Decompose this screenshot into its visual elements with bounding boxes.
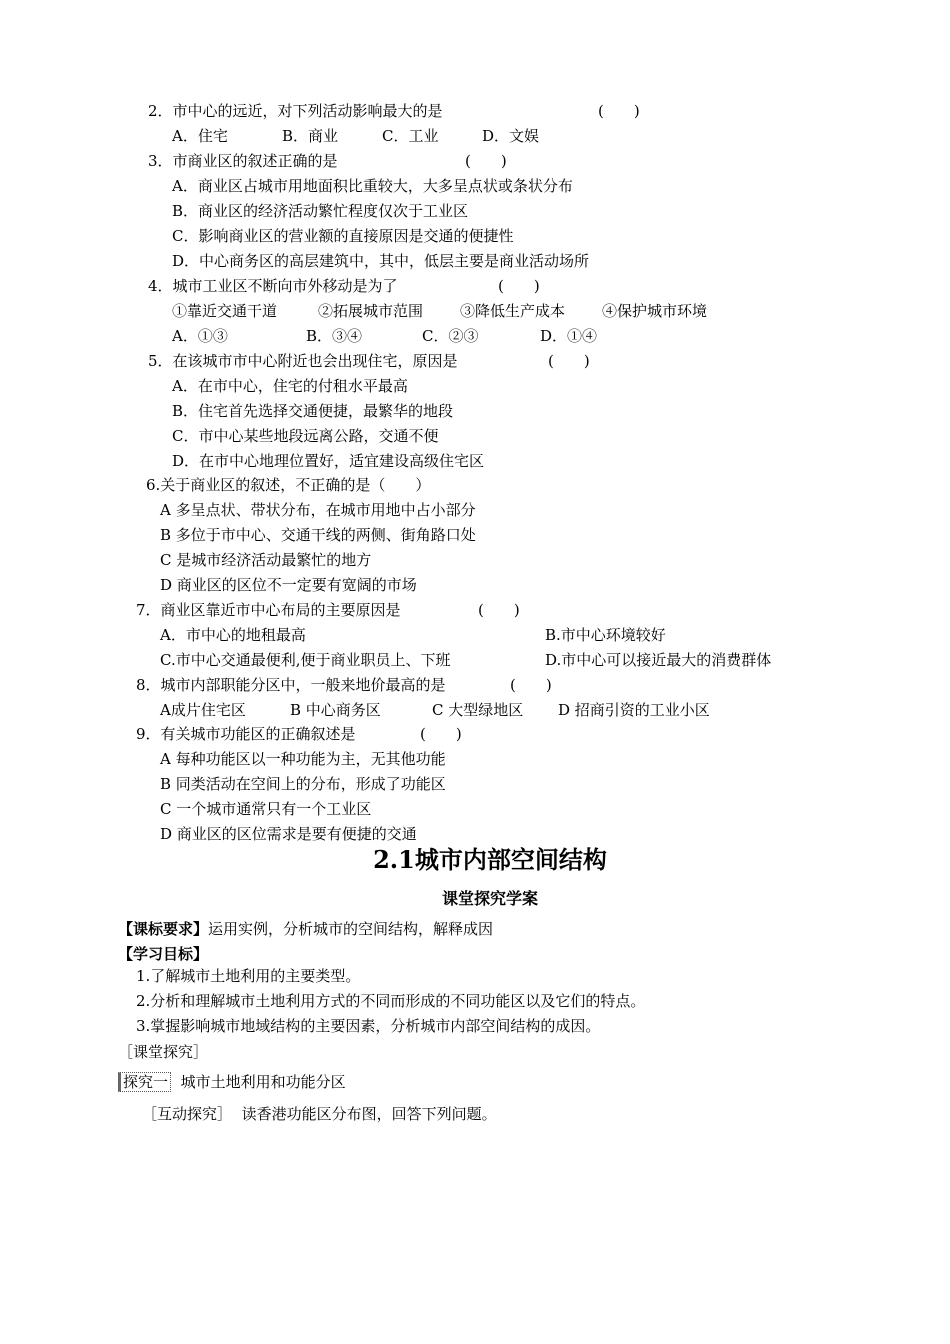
q6-option-a: A 多呈点状、带状分布，在城市用地中占小部分 [160,501,476,519]
q6-stem: 6.关于商业区的叙述，不正确的是（ ） [146,476,431,494]
q4-item-1: ①靠近交通干道 [172,302,278,320]
q4-item-4: ④保护城市环境 [602,302,708,320]
q2-answer-paren: ( ) [598,102,640,120]
explore1-tag: 探究一 [118,1072,171,1092]
q4-option-c: C．②③ [422,327,479,345]
q4-item-2: ②拓展城市范围 [318,302,424,320]
q4-answer-paren: ( ) [498,277,540,295]
q8-stem: 8．城市内部职能分区中，一般来地价最高的是 [136,676,446,694]
q7-option-a: A．市中心的地租最高 [160,626,306,644]
q6-option-d: D 商业区的区位不一定要有宽阔的市场 [160,576,417,594]
q5-option-c: C．市中心某些地段远离公路，交通不便 [172,427,439,445]
q4-option-d: D．①④ [540,327,598,345]
q7-option-b: B.市中心环境较好 [545,626,666,644]
q9-answer-paren: ( ) [420,725,462,743]
explore1-line [118,1072,346,1092]
section-title: 2.1城市内部空间结构 [373,845,607,874]
goal-2: 2.分析和理解城市土地利用方式的不同而形成的不同功能区以及它们的特点。 [136,992,646,1010]
goal-1: 1.了解城市土地利用的主要类型。 [136,967,361,985]
q8-option-b: B 中心商务区 [290,701,381,719]
q8-option-d: D 招商引资的工业小区 [558,701,710,719]
q3-option-a: A．商业区占城市用地面积比重较大，大多呈点状或条状分布 [172,177,573,195]
q3-answer-paren: ( ) [465,152,507,170]
section-subtitle: 课堂探究学案 [441,889,538,908]
q4-option-b: B．③④ [306,327,363,345]
q5-option-b: B．住宅首先选择交通便捷，最繁华的地段 [172,402,454,420]
goals-label: 【学习目标】 [118,945,209,963]
q6-option-b: B 多位于市中心、交通干线的两侧、街角路口处 [160,526,476,544]
q2-option-d: D．文娱 [482,127,540,145]
q5-stem: 5．在该城市市中心附近也会出现住宅，原因是 [148,352,458,370]
explore-label: ［课堂探究］ [118,1043,209,1061]
q9-stem: 9．有关城市功能区的正确叙述是 [136,725,356,743]
q2-option-b: B．商业 [282,127,339,145]
q7-answer-paren: ( ) [478,601,520,619]
interactive-text: 读香港功能区分布图，回答下列问题。 [241,1105,497,1123]
q2-stem: 2．市中心的远近，对下列活动影响最大的是 [148,102,443,120]
q5-answer-paren: ( ) [548,352,590,370]
q5-option-a: A．在市中心，住宅的付租水平最高 [172,377,408,395]
q9-option-b: B 同类活动在空间上的分布，形成了功能区 [160,775,446,793]
q7-option-d: D.市中心可以接近最大的消费群体 [545,651,772,669]
q5-option-d: D．在市中心地理位置好，适宜建设高级住宅区 [172,452,485,470]
standard-text: 运用实例，分析城市的空间结构，解释成因 [208,920,494,938]
q7-option-c: C.市中心交通最便利,便于商业职员上、下班 [160,651,451,669]
q8-option-c: C 大型绿地区 [432,701,524,719]
standard-label: 【课标要求】 [118,920,209,938]
explore1-title: 城市土地利用和功能分区 [180,1073,346,1091]
q8-answer-paren: ( ) [510,676,552,694]
q4-stem: 4．城市工业区不断向市外移动是为了 [148,277,398,295]
q7-stem: 7．商业区靠近市中心布局的主要原因是 [136,601,401,619]
q8-option-a: A成片住宅区 [160,701,246,719]
standard-line [118,919,493,939]
q2-option-a: A．住宅 [172,127,228,145]
q4-option-a: A．①③ [172,327,228,345]
interactive-line [142,1104,497,1124]
q9-option-a: A 每种功能区以一种功能为主，无其他功能 [160,750,446,768]
q3-option-c: C．影响商业区的营业额的直接原因是交通的便捷性 [172,227,514,245]
q3-option-d: D．中心商务区的高层建筑中，其中，低层主要是商业活动场所 [172,252,590,270]
q3-option-b: B．商业区的经济活动繁忙程度仅次于工业区 [172,202,469,220]
q9-option-d: D 商业区的区位需求是要有便捷的交通 [160,825,417,843]
goal-3: 3.掌握影响城市地域结构的主要因素，分析城市内部空间结构的成因。 [136,1017,601,1035]
q9-option-c: C 一个城市通常只有一个工业区 [160,800,372,818]
q6-option-c: C 是城市经济活动最繁忙的地方 [160,551,372,569]
q3-stem: 3．市商业区的叙述正确的是 [148,152,338,170]
q2-option-c: C．工业 [382,127,439,145]
interactive-label: ［互动探究］ [142,1105,233,1123]
q4-item-3: ③降低生产成本 [460,302,566,320]
